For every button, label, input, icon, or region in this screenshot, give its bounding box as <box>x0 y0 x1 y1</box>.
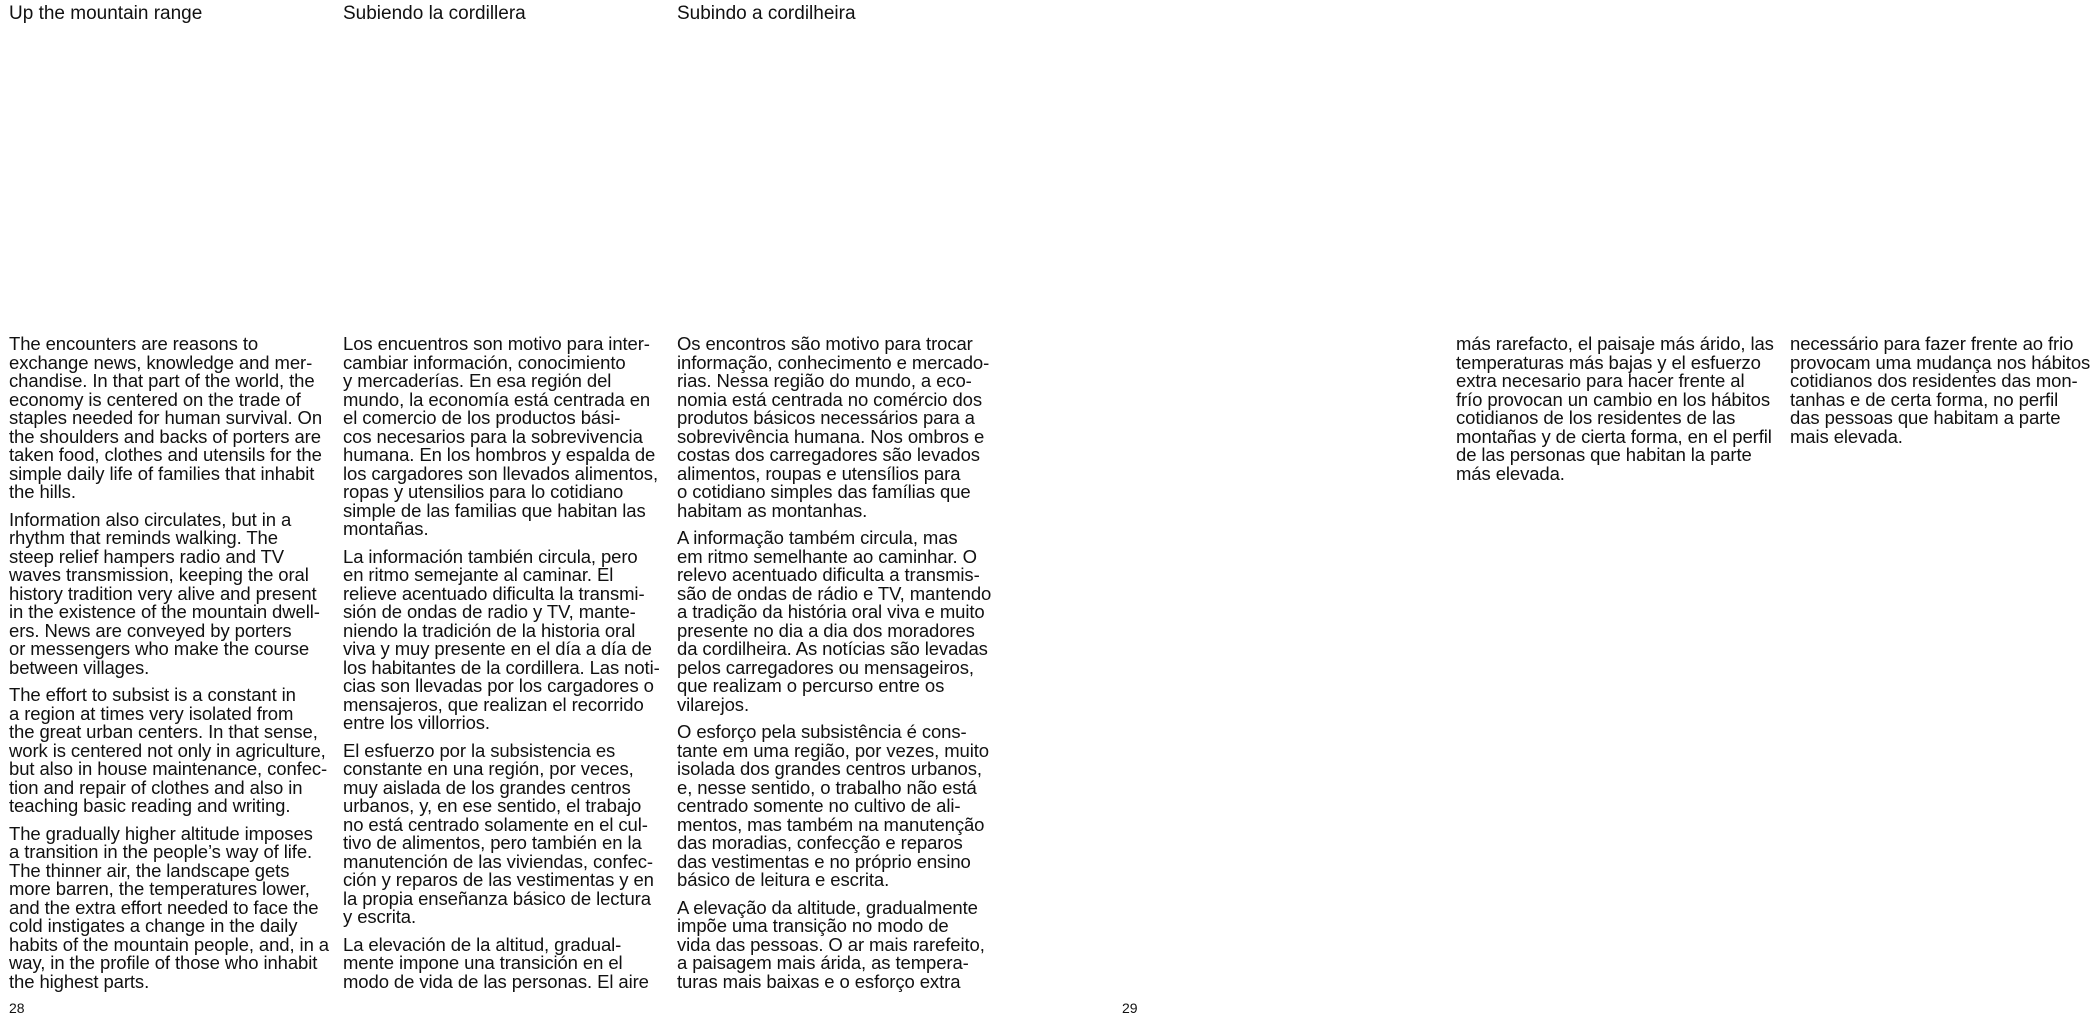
text-line: work is centered not only in agriculture, <box>9 739 326 761</box>
text-line: y mercaderías. En esa región del <box>343 370 612 391</box>
page-number-right: 29 <box>1122 1000 1138 1016</box>
text-line: O esforço pela subsistência é cons- <box>677 721 967 742</box>
text-line: los habitantes de la cordillera. Las noti- <box>343 656 660 678</box>
text-line: Information also circulates, but in a <box>9 508 292 530</box>
column-portuguese-continued <box>1790 335 2090 455</box>
text-line: da cordilheira. As notícias são levadas <box>677 638 988 659</box>
text-line: steep relief hampers radio and TV <box>9 545 285 567</box>
text-line: rias. Nessa região do mundo, a eco- <box>677 370 972 391</box>
column-portuguese <box>677 335 991 1000</box>
text-line: rhythm that reminds walking. The <box>9 527 278 548</box>
text-line: The thinner air, the landscape gets <box>9 859 290 881</box>
paragraph <box>9 335 329 502</box>
text-line: ropas y utensilios para lo cotidiano <box>343 481 624 502</box>
text-line: Los encuentros son motivo para inter- <box>343 333 650 354</box>
text-line: La elevación de la altitud, gradual- <box>343 933 622 955</box>
text-line: economy is centered on the trade of <box>9 388 301 410</box>
header-spanish: Subiendo la cordillera <box>343 3 526 24</box>
text-line: montañas y de cierta forma, en el perfil <box>1456 425 1772 447</box>
text-line: taken food, clothes and utensils for the <box>9 444 322 465</box>
header-portuguese: Subindo a cordilheira <box>677 3 856 24</box>
text-line: sobrevivência humana. Nos ombros e <box>677 425 985 447</box>
text-line: constante en una región, por veces, <box>343 758 634 779</box>
text-line: isolada dos grandes centros urbanos, <box>677 758 982 779</box>
paragraph <box>677 529 991 714</box>
text-line: tanhas e de certa forma, no perfil <box>1790 388 2059 410</box>
text-line: montañas. <box>343 518 429 539</box>
text-line: a paisagem mais árida, as tempera- <box>677 952 969 973</box>
text-line: ers. News are conveyed by porters <box>9 619 292 641</box>
text-line: mentos, mas também na manutenção <box>677 813 985 835</box>
text-line: A elevação da altitude, gradualmente <box>677 896 978 918</box>
text-line: viva y muy presente en el día a día de <box>343 638 652 659</box>
text-line: no está centrado solamente en el cul- <box>343 813 648 835</box>
paragraph <box>677 723 991 890</box>
text-line: tion and repair of clothes and also in <box>9 776 303 798</box>
text-line: pelos carregadores ou mensageiros, <box>677 656 974 678</box>
text-line: el comercio de los productos bási- <box>343 407 621 428</box>
text-line: centrado somente no cultivo de ali- <box>677 795 961 816</box>
text-line: costas dos carregadores são levados <box>677 444 980 465</box>
text-line: relieve acentuado dificulta la transmi- <box>343 582 645 604</box>
text-line: impõe uma transição no modo de <box>677 915 949 936</box>
text-line: muy aislada de los grandes centros <box>343 776 631 798</box>
column-english <box>9 335 329 1000</box>
text-line: exchange news, knowledge and mer- <box>9 351 313 373</box>
text-line: alimentos, roupas e utensílios para <box>677 462 961 484</box>
paragraph <box>677 896 991 992</box>
text-line: way, in the profile of those who inhabit <box>9 952 318 973</box>
text-line: en ritmo semejante al caminar. El <box>343 564 614 585</box>
text-line: simple de las familias que habitan las <box>343 499 646 521</box>
paragraph <box>1456 335 1774 483</box>
paragraph <box>9 508 329 678</box>
column-spanish <box>343 335 660 1000</box>
text-line: de las personas que habitan la parte <box>1456 444 1752 465</box>
text-line: urbanos, y, en ese sentido, el trabajo <box>343 795 642 816</box>
text-line: simple daily life of families that inhabit <box>9 462 315 484</box>
text-line: das moradias, confecção e reparos <box>677 832 963 853</box>
text-line: extra necesario para hacer frente al <box>1456 370 1745 391</box>
text-line: humana. En los hombros y espalda de <box>343 444 656 465</box>
text-line: mundo, la economía está centrada en <box>343 388 651 410</box>
text-line: manutención de las viviendas, confec- <box>343 850 653 872</box>
paragraph <box>343 335 660 539</box>
text-line: produtos básicos necessários para a <box>677 407 975 428</box>
header-english: Up the mountain range <box>9 3 203 24</box>
text-line: tivo de alimentos, pero también en la <box>343 832 642 853</box>
text-line: das vestimentas e no próprio ensino <box>677 850 971 872</box>
text-line: between villages. <box>9 656 150 678</box>
text-line: the hills. <box>9 481 76 502</box>
text-line: The gradually higher altitude imposes <box>9 822 313 844</box>
text-line: La información también circula, pero <box>343 545 638 567</box>
paragraph <box>677 335 991 520</box>
text-line: the great urban centers. In that sense, <box>9 721 318 742</box>
text-line: los cargadores son llevados alimentos, <box>343 462 658 484</box>
text-line: modo de vida de las personas. El aire <box>343 970 649 992</box>
text-line: but also in house maintenance, confec- <box>9 758 328 779</box>
text-line: em ritmo semelhante ao caminhar. O <box>677 545 977 567</box>
text-line: relevo acentuado dificulta a transmis- <box>677 564 980 585</box>
text-line: frío provocan un cambio en los hábitos <box>1456 388 1770 410</box>
text-line: The encounters are reasons to <box>9 333 259 354</box>
text-line: chandise. In that part of the world, the <box>9 370 315 391</box>
text-line: informação, conhecimento e mercado- <box>677 351 990 373</box>
text-line: staples needed for human survival. On <box>9 407 323 428</box>
paragraph <box>9 686 329 816</box>
text-line: provocam uma mudança nos hábitos <box>1790 351 2091 373</box>
text-line: necessário para fazer frente ao frio <box>1790 333 2074 354</box>
text-line: temperaturas más bajas y el esfuerzo <box>1456 351 1761 373</box>
text-line: são de ondas de rádio e TV, mantendo <box>677 582 992 604</box>
text-line: nomia está centrada no comércio dos <box>677 388 983 410</box>
text-line: waves transmission, keeping the oral <box>9 564 309 585</box>
text-line: cias son llevadas por los cargadores o <box>343 675 654 696</box>
text-line: das pessoas que habitam a parte <box>1790 407 2061 428</box>
text-line: entre los villorrios. <box>343 712 490 733</box>
text-line: Os encontros são motivo para trocar <box>677 333 973 354</box>
text-line: presente no dia a dia dos moradores <box>677 619 975 641</box>
text-line: cotidianos dos residentes das mon- <box>1790 370 2078 391</box>
text-line: sión de ondas de radio y TV, mante- <box>343 601 636 622</box>
text-line: más rarefacto, el paisaje más árido, las <box>1456 333 1774 354</box>
paragraph <box>1790 335 2090 446</box>
text-line: a tradição da história oral viva e muito <box>677 601 985 622</box>
text-line: o cotidiano simples das famílias que <box>677 481 971 502</box>
text-line: A informação também circula, mas <box>677 527 958 548</box>
text-line: in the existence of the mountain dwell- <box>9 601 320 622</box>
text-line: cotidianos de los residentes de las <box>1456 407 1736 428</box>
text-line: a transition in the people’s way of life. <box>9 841 313 862</box>
text-line: teaching basic reading and writing. <box>9 795 291 816</box>
text-line: tante em uma região, por vezes, muito <box>677 739 989 761</box>
text-line: cos necesarios para la sobrevivencia <box>343 425 643 447</box>
text-line: que realizam o percurso entre os <box>677 675 945 696</box>
text-line: mais elevada. <box>1790 425 1903 447</box>
text-line: and the extra effort needed to face the <box>9 896 319 918</box>
page-number-left: 28 <box>9 1000 25 1016</box>
text-line: history tradition very alive and present <box>9 582 317 604</box>
paragraph <box>343 545 660 733</box>
text-line: mente impone una transición en el <box>343 952 623 973</box>
text-line: más elevada. <box>1456 462 1565 484</box>
text-line: or messengers who make the course <box>9 638 310 659</box>
text-line: The effort to subsist is a constant in <box>9 684 296 705</box>
text-line: vilarejos. <box>677 693 749 715</box>
paragraph <box>343 739 660 927</box>
text-line: turas mais baixas e o esforço extra <box>677 970 961 992</box>
column-spanish-continued <box>1456 335 1774 492</box>
text-line: a region at times very isolated from <box>9 702 294 724</box>
text-line: habits of the mountain people, and, in a <box>9 933 329 955</box>
text-line: niendo la tradición de la historia oral <box>343 619 636 641</box>
text-line: la propia enseñanza básico de lectura <box>343 887 651 909</box>
text-line: cambiar información, conocimiento <box>343 351 626 373</box>
text-line: the highest parts. <box>9 970 150 992</box>
text-line: cold instigates a change in the daily <box>9 915 298 936</box>
text-line: more barren, the temperatures lower, <box>9 878 310 899</box>
text-line: mensajeros, que realizan el recorrido <box>343 693 644 715</box>
text-line: ción y reparos de las vestimentas y en <box>343 869 654 890</box>
text-line: e, nesse sentido, o trabalho não está <box>677 776 977 798</box>
text-line: El esfuerzo por la subsistencia es <box>343 739 616 761</box>
paragraph <box>9 822 329 992</box>
text-line: vida das pessoas. O ar mais rarefeito, <box>677 933 985 955</box>
text-line: the shoulders and backs of porters are <box>9 425 321 447</box>
paragraph <box>343 933 660 992</box>
text-line: habitam as montanhas. <box>677 499 868 521</box>
text-line: y escrita. <box>343 906 417 927</box>
text-line: básico de leitura e escrita. <box>677 869 890 890</box>
